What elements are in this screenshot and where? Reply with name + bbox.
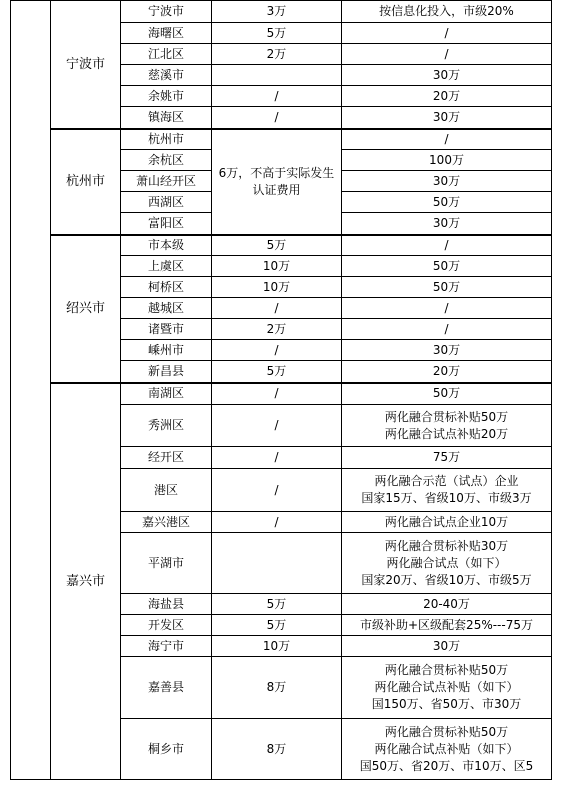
subsidy-b-cell: / bbox=[342, 129, 552, 150]
subsidy-b-cell: / bbox=[342, 235, 552, 256]
subsidy-a-cell: / bbox=[212, 447, 342, 469]
subsidy-a-cell: 5万 bbox=[212, 23, 342, 44]
subsidy-b-cell: 30万 bbox=[342, 65, 552, 86]
subsidy-b-line: 两化融合试点（如下） bbox=[386, 555, 507, 570]
subsidy-b-cell: 50万 bbox=[342, 277, 552, 298]
district-cell: 越城区 bbox=[121, 298, 212, 319]
subsidy-b-cell: 50万 bbox=[342, 256, 552, 277]
subsidy-a-cell: 5万 bbox=[212, 361, 342, 383]
subsidy-a-cell: / bbox=[212, 469, 342, 512]
subsidy-b-line: 50万 bbox=[432, 386, 461, 401]
city-cell: 杭州市 bbox=[51, 129, 121, 235]
subsidy-a-cell: 5万 bbox=[212, 235, 342, 256]
subsidy-b-line: 两化融合示范（试点）企业 bbox=[374, 474, 519, 488]
subsidy-b-cell: / bbox=[342, 44, 552, 65]
subsidy-b-cell: 30万 bbox=[342, 171, 552, 192]
subsidy-b-line: 两化融合贯标补贴50万 bbox=[384, 724, 509, 739]
subsidy-b-line: 国家15万、省级10万、市级3万 bbox=[361, 491, 532, 505]
subsidy-b-line: 两化融合试点补贴（如下） bbox=[374, 741, 519, 756]
district-cell: 余姚市 bbox=[121, 86, 212, 107]
subsidy-a-cell: 8万 bbox=[212, 657, 342, 719]
subsidy-a-cell: 5万 bbox=[212, 594, 342, 615]
table-row bbox=[11, 235, 552, 256]
subsidy-b-cell bbox=[342, 512, 552, 533]
subsidy-b-cell: 30万 bbox=[342, 107, 552, 129]
subsidy-b-line: 两化融合试点补贴20万 bbox=[384, 426, 509, 441]
district-cell: 嘉兴港区 bbox=[121, 512, 212, 533]
subsidy-b-line: 75万 bbox=[432, 450, 461, 464]
subsidy-b-cell: / bbox=[342, 23, 552, 44]
subsidy-b-cell bbox=[342, 594, 552, 615]
subsidy-b-cell: / bbox=[342, 319, 552, 340]
city-cell: 嘉兴市 bbox=[51, 383, 121, 780]
district-cell: 平湖市 bbox=[121, 533, 212, 594]
subsidy-b-line: 两化融合贯标补贴30万 bbox=[384, 538, 509, 553]
district-cell: 港区 bbox=[121, 469, 212, 512]
district-cell: 江北区 bbox=[121, 44, 212, 65]
district-cell: 萧山经开区 bbox=[121, 171, 212, 192]
subsidy-a-cell: 10万 bbox=[212, 636, 342, 657]
city-cell: 宁波市 bbox=[51, 1, 121, 129]
subsidy-table bbox=[10, 0, 552, 780]
subsidy-a-cell: / bbox=[212, 405, 342, 447]
subsidy-b-line: 30万 bbox=[432, 638, 461, 653]
subsidy-b-line: 两化融合试点补贴（如下） bbox=[374, 680, 519, 694]
subsidy-b-cell bbox=[342, 657, 552, 719]
subsidy-b-cell: 30万 bbox=[342, 340, 552, 361]
subsidy-a-cell: 5万 bbox=[212, 615, 342, 636]
district-cell: 南湖区 bbox=[121, 383, 212, 405]
subsidy-b-line: 市级补助+区级配套25%---75万 bbox=[360, 617, 533, 632]
district-cell: 上虞区 bbox=[121, 256, 212, 277]
subsidy-a-cell bbox=[212, 533, 342, 594]
district-cell: 秀洲区 bbox=[121, 405, 212, 447]
subsidy-a-cell: / bbox=[212, 512, 342, 533]
subsidy-b-cell bbox=[342, 383, 552, 405]
district-cell: 经开区 bbox=[121, 447, 212, 469]
subsidy-b-line: 两化融合试点企业10万 bbox=[384, 514, 509, 529]
district-cell: 宁波市 bbox=[121, 1, 212, 23]
subsidy-b-line: 国家20万、省级10万、市级5万 bbox=[361, 572, 532, 587]
subsidy-b-cell bbox=[342, 533, 552, 594]
district-cell: 余杭区 bbox=[121, 150, 212, 171]
district-cell: 海宁市 bbox=[121, 636, 212, 657]
subsidy-b-cell: / bbox=[342, 298, 552, 319]
subsidy-a-cell: 10万 bbox=[212, 277, 342, 298]
subsidy-a-cell: 2万 bbox=[212, 319, 342, 340]
subsidy-b-line: 20-40万 bbox=[423, 596, 470, 611]
subsidy-b-cell: 20万 bbox=[342, 361, 552, 383]
subsidy-b-cell bbox=[342, 719, 552, 780]
district-cell: 西湖区 bbox=[121, 192, 212, 213]
subsidy-b-cell: 100万 bbox=[342, 150, 552, 171]
district-cell: 杭州市 bbox=[121, 129, 212, 150]
district-cell: 嘉善县 bbox=[121, 657, 212, 719]
subsidy-b-cell bbox=[342, 615, 552, 636]
subsidy-a-cell: 8万 bbox=[212, 719, 342, 780]
subsidy-a-cell: / bbox=[212, 107, 342, 129]
district-cell: 富阳区 bbox=[121, 213, 212, 235]
subsidy-b-line: 国150万、省50万、市30万 bbox=[371, 697, 522, 711]
district-cell: 镇海区 bbox=[121, 107, 212, 129]
subsidy-a-cell: 2万 bbox=[212, 44, 342, 65]
district-cell: 海曙区 bbox=[121, 23, 212, 44]
subsidy-a-cell bbox=[212, 65, 342, 86]
subsidy-b-cell: 50万 bbox=[342, 192, 552, 213]
subsidy-b-line: 国50万、省20万、市10万、区5 bbox=[359, 758, 534, 773]
table-row bbox=[11, 1, 552, 23]
subsidy-b-cell bbox=[342, 447, 552, 469]
subsidy-b-cell: 30万 bbox=[342, 213, 552, 235]
district-cell: 新昌县 bbox=[121, 361, 212, 383]
subsidy-b-cell: 20万 bbox=[342, 86, 552, 107]
subsidy-a-cell: / bbox=[212, 340, 342, 361]
merged-subsidy-a-cell: 6万，不高于实际发生认证费用 bbox=[212, 129, 342, 235]
subsidy-a-cell: 3万 bbox=[212, 1, 342, 23]
district-cell: 慈溪市 bbox=[121, 65, 212, 86]
subsidy-b-cell bbox=[342, 636, 552, 657]
subsidy-a-cell: 10万 bbox=[212, 256, 342, 277]
district-cell: 开发区 bbox=[121, 615, 212, 636]
district-cell: 桐乡市 bbox=[121, 719, 212, 780]
district-cell: 嵊州市 bbox=[121, 340, 212, 361]
subsidy-b-cell: 按信息化投入，市级20% bbox=[342, 1, 552, 23]
district-cell: 诸暨市 bbox=[121, 319, 212, 340]
subsidy-b-line: 两化融合贯标补贴50万 bbox=[384, 663, 509, 677]
city-cell: 绍兴市 bbox=[51, 235, 121, 383]
left-margin-cell bbox=[11, 1, 51, 780]
subsidy-b-cell bbox=[342, 405, 552, 447]
subsidy-a-cell: / bbox=[212, 298, 342, 319]
subsidy-b-cell bbox=[342, 469, 552, 512]
district-cell: 海盐县 bbox=[121, 594, 212, 615]
table-row bbox=[11, 383, 552, 405]
district-cell: 柯桥区 bbox=[121, 277, 212, 298]
subsidy-a-cell: / bbox=[212, 86, 342, 107]
subsidy-a-cell: / bbox=[212, 383, 342, 405]
subsidy-b-line: 两化融合贯标补贴50万 bbox=[384, 409, 509, 424]
table-row bbox=[11, 129, 552, 150]
district-cell: 市本级 bbox=[121, 235, 212, 256]
